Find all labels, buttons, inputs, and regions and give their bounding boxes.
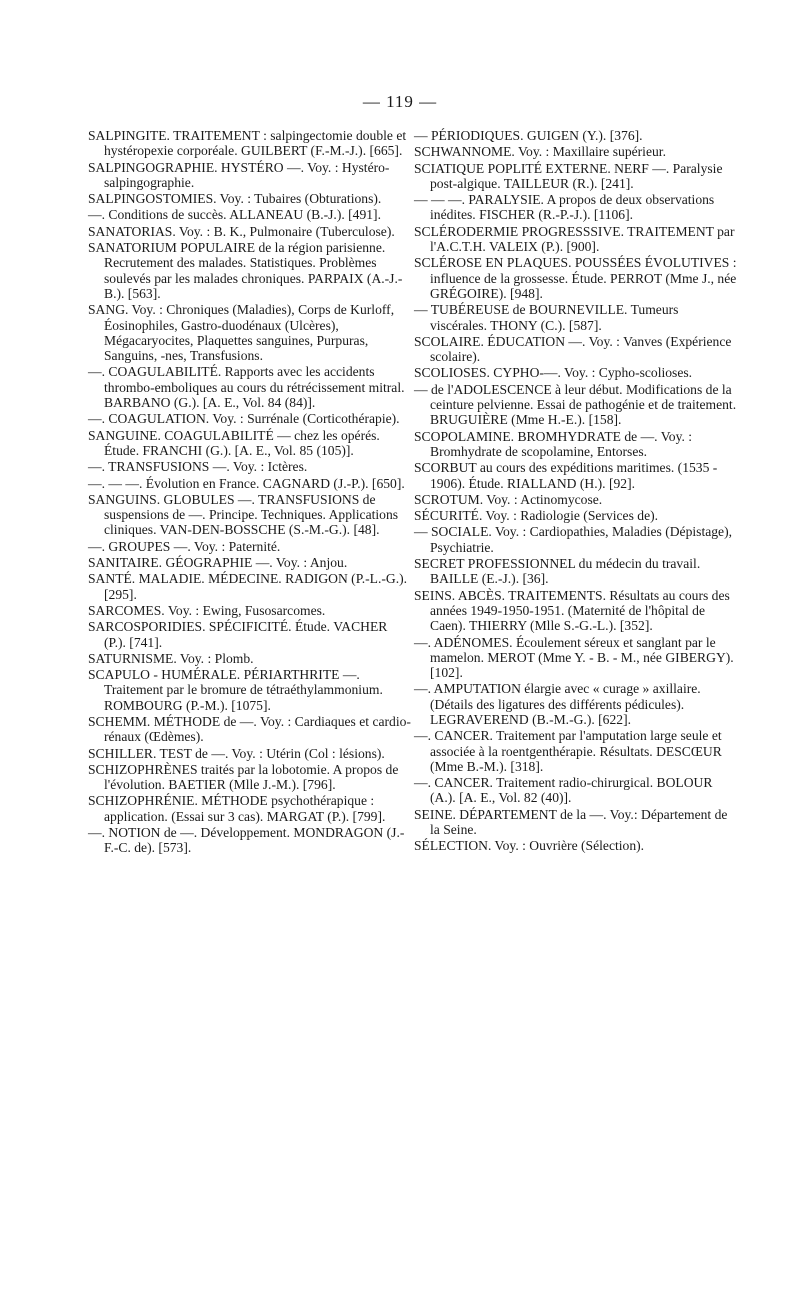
index-entry: — PÉRIODIQUES. GUIGEN (Y.). [376]. <box>414 128 643 143</box>
index-entry: — TUBÉREUSE de BOURNEVILLE. Tumeurs viscérales. THONY (C.). [587]. <box>414 302 679 333</box>
column-right <box>414 128 738 855</box>
index-entry: —. Conditions de succès. ALLANEAU (B.-J.). [491]. <box>88 207 381 223</box>
index-entry: —. NOTION de —. Développement. MONDRAGON (J.-F.-C. de). [573]. <box>88 825 405 856</box>
index-entry: SCOLAIRE. ÉDUCATION —. Voy. : Vanves (Expérience scolaire). <box>414 333 732 365</box>
index-entry: — SOCIALE. Voy. : Cardiopathies, Maladies (Dépistage), Psychiatrie. <box>414 524 733 555</box>
index-entry: SCIATIQUE POPLITÉ EXTERNE. NERF —. Paralysie post-algique. TAILLEUR (R.). [241]. <box>414 160 723 191</box>
index-entry: SCROTUM. Voy. : Actinomycose. <box>414 491 603 507</box>
index-entry: SANITAIRE. GÉOGRAPHIE —. Voy. : Anjou. <box>88 555 348 571</box>
index-entry: SÉCURITÉ. Voy. : Radiologie (Services de). <box>414 508 659 524</box>
index-entry: —. ADÉNOMES. Écoulement séreux et sanglant par le mamelon. MEROT (Mme Y. - B. - M., née GIBERGY). [102]. <box>414 634 734 681</box>
index-entry: SEINE. DÉPARTEMENT de la —. Voy.: Département de la Seine. <box>414 806 728 838</box>
index-entry: —. COAGULATION. Voy. : Surrénale (Corticothérapie). <box>88 411 400 427</box>
index-entry: SANG. Voy. : Chroniques (Maladies), Corps de Kurloff, Éosinophiles, Gastro-duodénaux (Ulcères), Mégacaryocites, Plaquettes sanguines, Purpuras, Sanguins, -nes, Transfusions. <box>88 302 395 364</box>
index-entry: — — —. PARALYSIE. A propos de deux observations inédites. FISCHER (R.-P.-J.). [1106]. <box>414 192 715 223</box>
index-entry: SCHIZOPHRÈNES traités par la lobotomie. A propos de l'évolution. BAETIER (Mlle J.-M.). [796]. <box>88 761 399 793</box>
index-entry: —. CANCER. Traitement par l'amputation large seule et associée à la roentgenthérapie. Résultats. DESCŒUR (Mme B.-M.). [318]. <box>414 728 722 774</box>
index-entry: —. AMPUTATION élargie avec « curage » axillaire. (Détails des ligatures des différents pédicules). LEGRAVEREND (B.-M.-G.). [622]. <box>414 681 701 727</box>
index-entry: —. GROUPES —. Voy. : Paternité. <box>88 538 281 554</box>
index-entry: —. — —. Évolution en France. CAGNARD (J.-P.). [650]. <box>88 475 405 491</box>
index-entry: SANATORIAS. Voy. : B. K., Pulmonaire (Tuberculose). <box>88 223 395 239</box>
index-entry: SEINS. ABCÈS. TRAITEMENTS. Résultats au cours des années 1949-1950-1951. (Maternité de l'hôpital de Caen). THIERRY (Mlle S.-G.-L.). [352]. <box>414 587 730 634</box>
column-left <box>88 128 412 857</box>
index-entry: SANTÉ. MALADIE. MÉDECINE. RADIGON (P.-L.-G.). [295]. <box>88 571 408 602</box>
index-entry: SANGUINS. GLOBULES —. TRANSFUSIONS de suspensions de —. Principe. Techniques. Applications cliniques. VAN-DEN-BOSSCHE (S.-M.-G.). [48]. <box>88 491 399 538</box>
index-entry: SARCOSPORIDIES. SPÉCIFICITÉ. Étude. VACHER (P.). [741]. <box>88 619 388 650</box>
index-entry: SCLÉROSE EN PLAQUES. POUSSÉES ÉVOLUTIVES : influence de la grossesse. Étude. PERROT (Mme J., née GRÉGOIRE). [948]. <box>414 255 737 301</box>
index-entry: — de l'ADOLESCENCE à leur début. Modifications de la ceinture pelvienne. Essai de pathogénie et de traitement. BRUGUIÈRE (Mme H.-E.). [158]. <box>414 381 737 428</box>
index-entry: —. CANCER. Traitement radio-chirurgical. BOLOUR (A.). [A. E., Vol. 82 (40)]. <box>414 775 713 806</box>
index-entry: SALPINGITE. TRAITEMENT : salpingectomie double et hystéropexie corporéale. GUILBERT (F.-M.-J.). [665]. <box>88 128 407 159</box>
index-entry: SANGUINE. COAGULABILITÉ — chez les opérés. Étude. FRANCHI (G.). [A. E., Vol. 85 (105)]. <box>88 427 380 458</box>
index-entry: SCORBUT au cours des expéditions maritimes. (1535 - 1906). Étude. RIALLAND (H.). [92]. <box>414 460 718 491</box>
index-entry: SCHILLER. TEST de —. Voy. : Utérin (Col : lésions). <box>88 745 385 761</box>
index-entry: SANATORIUM POPULAIRE de la région parisienne. Recrutement des malades. Statistiques. Problèmes soulevés par les malades chroniques. PARPAIX (A.-J.-B.). [563]. <box>88 240 403 301</box>
index-entry: SATURNISME. Voy. : Plomb. <box>88 650 254 666</box>
index-entry: —. COAGULABILITÉ. Rapports avec les accidents thrombo-emboliques au cours du rétrécissement mitral. BARBANO (G.). [A. E., Vol. 84 (84)]. <box>88 364 405 411</box>
index-entry: —. TRANSFUSIONS —. Voy. : Ictères. <box>88 459 308 475</box>
index-entry: SCHWANNOME. Voy. : Maxillaire supérieur. <box>414 144 666 160</box>
index-entry: SÉLECTION. Voy. : Ouvrière (Sélection). <box>414 838 645 854</box>
index-entry: SCAPULO - HUMÉRALE. PÉRIARTHRITE —. Traitement par le bromure de tétraéthylammonium. ROMBOURG (P.-M.). [1075]. <box>88 667 383 713</box>
page-number: — 119 — <box>362 92 438 111</box>
index-entry: SALPINGOGRAPHIE. HYSTÉRO —. Voy. : Hystéro-salpingographie. <box>88 159 390 190</box>
index-entry: SCLÉRODERMIE PROGRESSSIVE. TRAITEMENT par l'A.C.T.H. VALEIX (P.). [900]. <box>414 223 735 255</box>
index-entry: SCHIZOPHRÉNIE. MÉTHODE psychothérapique : application. (Essai sur 3 cas). MARGAT (P.). [799]. <box>88 793 386 824</box>
index-entry: SALPINGOSTOMIES. Voy. : Tubaires (Obturations). <box>88 191 382 207</box>
index-entry: SCOLIOSES. CYPHO-—. Voy. : Cypho-scolioses. <box>414 365 693 381</box>
index-entry: SARCOMES. Voy. : Ewing, Fusosarcomes. <box>88 602 326 618</box>
index-entry: SCOPOLAMINE. BROMHYDRATE de —. Voy. : Bromhydrate de scopolamine, Entorses. <box>414 428 693 459</box>
index-entry: SCHEMM. MÉTHODE de —. Voy. : Cardiaques et cardio-rénaux (Œdèmes). <box>88 713 411 745</box>
index-entry: SECRET PROFESSIONNEL du médecin du travail. BAILLE (E.-J.). [36]. <box>414 556 701 587</box>
